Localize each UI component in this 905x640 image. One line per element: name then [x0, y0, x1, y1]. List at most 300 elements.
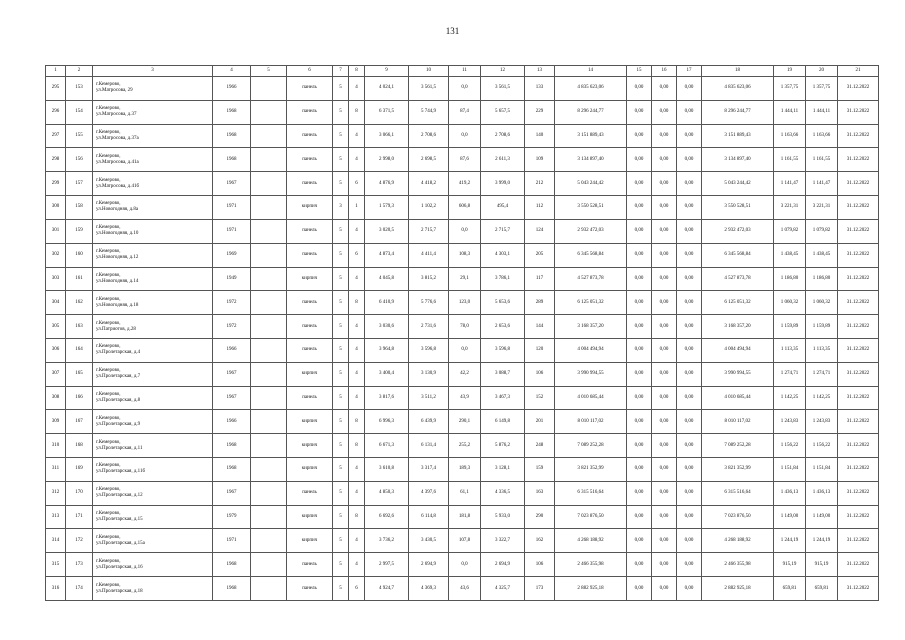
wall-material-cell: панель — [287, 100, 333, 124]
cost-col-18-cell: 6 125 051,32 — [702, 291, 774, 315]
wall-material-cell: панель — [287, 148, 333, 172]
residents-cell: 109 — [525, 148, 555, 172]
object-number-cell: 167 — [66, 410, 93, 434]
entrances-cell: 8 — [349, 505, 365, 529]
object-number-cell: 159 — [66, 219, 93, 243]
total-area-cell: 4 024,1 — [365, 77, 409, 101]
unit-cost-cell: 1 163,66 — [774, 124, 806, 148]
cost-col-15-cell: 0,00 — [627, 481, 652, 505]
row-number-cell: 305 — [46, 315, 66, 339]
wall-material-cell: кирпич — [287, 196, 333, 220]
floors-cell: 5 — [333, 148, 349, 172]
living-area-cell: 3 596,8 — [409, 338, 449, 362]
table-row — [46, 100, 879, 124]
total-cost-cell: 4 835 623,06 — [555, 77, 627, 101]
cost-col-16-cell: 0,00 — [652, 219, 677, 243]
year-built-cell: 1968 — [213, 553, 251, 577]
nonresidential-area-cell: 42,2 — [449, 362, 481, 386]
object-number-cell: 173 — [66, 553, 93, 577]
object-number-cell: 165 — [66, 362, 93, 386]
cost-col-17-cell: 0,00 — [677, 434, 702, 458]
floors-cell: 3 — [333, 196, 349, 220]
address-street: ул.Пролетарская, д.15а — [96, 540, 145, 546]
cost-col-16-cell: 0,00 — [652, 553, 677, 577]
cost-col-15-cell: 0,00 — [627, 505, 652, 529]
object-number-cell: 168 — [66, 434, 93, 458]
cost-col-17-cell: 0,00 — [677, 338, 702, 362]
total-area-cell: 6 671,3 — [365, 434, 409, 458]
address-cell — [93, 434, 213, 458]
living-area-cell: 2 698,5 — [409, 148, 449, 172]
cost-col-15-cell: 0,00 — [627, 267, 652, 291]
address-street: ул.Новогодняя, д.10 — [96, 231, 139, 237]
cost-col-15-cell: 0,00 — [627, 529, 652, 553]
floors-cell: 5 — [333, 434, 349, 458]
address-street: ул.Новогодняя, д.8а — [96, 207, 139, 213]
wall-material-cell: кирпич — [287, 362, 333, 386]
residential-area-cell: 4 336,5 — [481, 481, 525, 505]
deadline-cell: 31.12.2022 — [838, 315, 879, 339]
deadline-cell: 31.12.2022 — [838, 386, 879, 410]
unit-cost-cell: 1 438,45 — [774, 243, 806, 267]
deadline-cell: 31.12.2022 — [838, 529, 879, 553]
residential-area-cell: 3 561,5 — [481, 77, 525, 101]
nonresidential-area-cell: 87,4 — [449, 100, 481, 124]
wall-material-cell: панель — [287, 577, 333, 601]
residential-area-cell: 4 325,7 — [481, 577, 525, 601]
cost-col-15-cell: 0,00 — [627, 100, 652, 124]
year-built-cell: 1971 — [213, 529, 251, 553]
address-city: г.Кемерово, — [96, 249, 121, 255]
floors-cell: 5 — [333, 267, 349, 291]
table-row — [46, 77, 879, 101]
residential-area-cell: 2 653,6 — [481, 315, 525, 339]
row-number-cell: 307 — [46, 362, 66, 386]
cost-col-15-cell: 0,00 — [627, 77, 652, 101]
cost-col-17-cell: 0,00 — [677, 172, 702, 196]
total-area-cell: 6 410,9 — [365, 291, 409, 315]
max-unit-cost-cell: 1 444,11 — [806, 100, 838, 124]
cost-col-15-cell: 0,00 — [627, 172, 652, 196]
cost-col-17-cell: 0,00 — [677, 577, 702, 601]
deadline-cell: 31.12.2022 — [838, 291, 879, 315]
max-unit-cost-cell: 1 244,19 — [806, 529, 838, 553]
column-number-9: 9 — [365, 66, 409, 77]
column-number-15: 15 — [627, 66, 652, 77]
address-cell — [93, 172, 213, 196]
cost-col-16-cell: 0,00 — [652, 529, 677, 553]
max-unit-cost-cell: 3 221,31 — [806, 196, 838, 220]
max-unit-cost-cell: 1 436,13 — [806, 481, 838, 505]
wall-material-cell: кирпич — [287, 410, 333, 434]
unit-cost-cell: 1 151,84 — [774, 458, 806, 482]
total-cost-cell: 3 550 528,51 — [555, 196, 627, 220]
column-5-cell — [251, 315, 287, 339]
nonresidential-area-cell: 0,0 — [449, 219, 481, 243]
living-area-cell: 2 731,6 — [409, 315, 449, 339]
address-city: г.Кемерово, — [96, 106, 121, 112]
nonresidential-area-cell: 43,6 — [449, 577, 481, 601]
table-row — [46, 291, 879, 315]
table-body — [46, 66, 879, 601]
nonresidential-area-cell: 107,8 — [449, 529, 481, 553]
column-number-1: 1 — [46, 66, 66, 77]
year-built-cell: 1967 — [213, 172, 251, 196]
nonresidential-area-cell: 419,2 — [449, 172, 481, 196]
cost-col-18-cell: 5 043 244,42 — [702, 172, 774, 196]
table-row — [46, 458, 879, 482]
table-row — [46, 267, 879, 291]
entrances-cell: 8 — [349, 434, 365, 458]
object-number-cell: 162 — [66, 291, 93, 315]
total-area-cell: 3 964,8 — [365, 338, 409, 362]
address-city: г.Кемерово, — [96, 177, 121, 183]
deadline-cell: 31.12.2022 — [838, 172, 879, 196]
page-number: 131 — [445, 26, 460, 36]
unit-cost-cell: 1 357,75 — [774, 77, 806, 101]
wall-material-cell: кирпич — [287, 505, 333, 529]
cost-col-17-cell: 0,00 — [677, 505, 702, 529]
housing-registry-table — [45, 65, 879, 601]
residential-area-cell: 5 933,0 — [481, 505, 525, 529]
address-street: ул.Матросова, д.41а — [96, 159, 139, 165]
entrances-cell: 4 — [349, 338, 365, 362]
cost-col-17-cell: 0,00 — [677, 458, 702, 482]
residents-cell: 159 — [525, 458, 555, 482]
floors-cell: 5 — [333, 505, 349, 529]
year-built-cell: 1949 — [213, 267, 251, 291]
residential-area-cell: 2 694,9 — [481, 553, 525, 577]
wall-material-cell: панель — [287, 315, 333, 339]
column-number-16: 16 — [652, 66, 677, 77]
deadline-cell: 31.12.2022 — [838, 148, 879, 172]
cost-col-16-cell: 0,00 — [652, 481, 677, 505]
address-street: ул.Пролетарская, д.16 — [96, 564, 143, 570]
column-5-cell — [251, 77, 287, 101]
cost-col-16-cell: 0,00 — [652, 458, 677, 482]
cost-col-17-cell: 0,00 — [677, 481, 702, 505]
table-row — [46, 577, 879, 601]
cost-col-17-cell: 0,00 — [677, 529, 702, 553]
residents-cell: 173 — [525, 577, 555, 601]
max-unit-cost-cell: 1 149,00 — [806, 505, 838, 529]
floors-cell: 5 — [333, 124, 349, 148]
deadline-cell: 31.12.2022 — [838, 196, 879, 220]
total-area-cell: 6 692,6 — [365, 505, 409, 529]
cost-col-17-cell: 0,00 — [677, 77, 702, 101]
cost-col-18-cell: 4 527 873,78 — [702, 267, 774, 291]
address-city: г.Кемерово, — [96, 582, 121, 588]
wall-material-cell: панель — [287, 124, 333, 148]
total-cost-cell: 7 089 252,28 — [555, 434, 627, 458]
residents-cell: 248 — [525, 434, 555, 458]
address-city: г.Кемерово, — [96, 391, 121, 397]
address-cell — [93, 243, 213, 267]
deadline-cell: 31.12.2022 — [838, 219, 879, 243]
max-unit-cost-cell: 1 060,32 — [806, 291, 838, 315]
address-cell — [93, 124, 213, 148]
address-street: ул.Новогодняя, д.12 — [96, 255, 139, 261]
living-area-cell: 4 397,6 — [409, 481, 449, 505]
cost-col-15-cell: 0,00 — [627, 243, 652, 267]
total-cost-cell: 3 168 357,20 — [555, 315, 627, 339]
total-area-cell: 3 736,2 — [365, 529, 409, 553]
deadline-cell: 31.12.2022 — [838, 362, 879, 386]
column-number-5: 5 — [251, 66, 287, 77]
cost-col-16-cell: 0,00 — [652, 434, 677, 458]
total-cost-cell: 2 932 472,03 — [555, 219, 627, 243]
cost-col-17-cell: 0,00 — [677, 100, 702, 124]
unit-cost-cell: 1 161,55 — [774, 148, 806, 172]
row-number-cell: 302 — [46, 243, 66, 267]
column-5-cell — [251, 434, 287, 458]
table-row — [46, 386, 879, 410]
column-number-20: 20 — [806, 66, 838, 77]
floors-cell: 5 — [333, 243, 349, 267]
unit-cost-cell: 1 159,89 — [774, 315, 806, 339]
total-area-cell: 4 876,9 — [365, 172, 409, 196]
entrances-cell: 6 — [349, 243, 365, 267]
deadline-cell: 31.12.2022 — [838, 338, 879, 362]
cost-col-18-cell: 2 882 925,18 — [702, 577, 774, 601]
column-5-cell — [251, 529, 287, 553]
year-built-cell: 1968 — [213, 577, 251, 601]
residents-cell: 162 — [525, 529, 555, 553]
table-row — [46, 434, 879, 458]
object-number-cell: 169 — [66, 458, 93, 482]
total-area-cell: 4 850,3 — [365, 481, 409, 505]
row-number-cell: 306 — [46, 338, 66, 362]
column-5-cell — [251, 219, 287, 243]
table-row — [46, 362, 879, 386]
total-cost-cell: 3 134 897,40 — [555, 148, 627, 172]
object-number-cell: 171 — [66, 505, 93, 529]
wall-material-cell: панель — [287, 77, 333, 101]
column-number-4: 4 — [213, 66, 251, 77]
entrances-cell: 6 — [349, 577, 365, 601]
row-number-cell: 308 — [46, 386, 66, 410]
address-cell — [93, 458, 213, 482]
wall-material-cell: панель — [287, 338, 333, 362]
cost-col-18-cell: 7 089 252,28 — [702, 434, 774, 458]
floors-cell: 5 — [333, 315, 349, 339]
column-5-cell — [251, 148, 287, 172]
address-city: г.Кемерово, — [96, 558, 121, 564]
nonresidential-area-cell: 78,0 — [449, 315, 481, 339]
address-city: г.Кемерово, — [96, 368, 121, 374]
unit-cost-cell: 659,81 — [774, 577, 806, 601]
residents-cell: 112 — [525, 196, 555, 220]
unit-cost-cell: 1 142,25 — [774, 386, 806, 410]
total-cost-cell: 6 315 516,64 — [555, 481, 627, 505]
max-unit-cost-cell: 1 079,82 — [806, 219, 838, 243]
unit-cost-cell: 1 186,80 — [774, 267, 806, 291]
column-5-cell — [251, 291, 287, 315]
residential-area-cell: 2 708,6 — [481, 124, 525, 148]
cost-col-15-cell: 0,00 — [627, 196, 652, 220]
living-area-cell: 6 131,4 — [409, 434, 449, 458]
total-cost-cell: 8 296 244,77 — [555, 100, 627, 124]
total-cost-cell: 4 004 494,94 — [555, 338, 627, 362]
residents-cell: 140 — [525, 124, 555, 148]
table-row — [46, 410, 879, 434]
nonresidential-area-cell: 0,0 — [449, 77, 481, 101]
residential-area-cell: 5 653,6 — [481, 291, 525, 315]
column-5-cell — [251, 172, 287, 196]
wall-material-cell: кирпич — [287, 434, 333, 458]
object-number-cell: 174 — [66, 577, 93, 601]
total-area-cell: 3 817,6 — [365, 386, 409, 410]
address-street: ул.Матросова, д.37а — [96, 136, 139, 142]
residents-cell: 290 — [525, 505, 555, 529]
column-5-cell — [251, 577, 287, 601]
nonresidential-area-cell: 189,3 — [449, 458, 481, 482]
max-unit-cost-cell: 659,81 — [806, 577, 838, 601]
table-row — [46, 148, 879, 172]
total-cost-cell: 6 125 051,32 — [555, 291, 627, 315]
address-city: г.Кемерово, — [96, 511, 121, 517]
cost-col-15-cell: 0,00 — [627, 362, 652, 386]
address-city: г.Кемерово, — [96, 296, 121, 302]
residential-area-cell: 3 088,7 — [481, 362, 525, 386]
total-area-cell: 2 997,5 — [365, 553, 409, 577]
table-row — [46, 481, 879, 505]
residents-cell: 201 — [525, 410, 555, 434]
entrances-cell: 8 — [349, 100, 365, 124]
living-area-cell: 4 418,2 — [409, 172, 449, 196]
column-5-cell — [251, 243, 287, 267]
row-number-cell: 310 — [46, 434, 66, 458]
address-city: г.Кемерово, — [96, 272, 121, 278]
address-cell — [93, 148, 213, 172]
row-number-cell: 295 — [46, 77, 66, 101]
cost-col-15-cell: 0,00 — [627, 577, 652, 601]
floors-cell: 5 — [333, 458, 349, 482]
address-street: ул.Пролетарская, д.7 — [96, 374, 141, 380]
year-built-cell: 1968 — [213, 434, 251, 458]
cost-col-17-cell: 0,00 — [677, 267, 702, 291]
entrances-cell: 6 — [349, 172, 365, 196]
cost-col-18-cell: 4 010 685,44 — [702, 386, 774, 410]
row-number-cell: 303 — [46, 267, 66, 291]
row-number-cell: 312 — [46, 481, 66, 505]
table-row — [46, 243, 879, 267]
address-cell — [93, 338, 213, 362]
year-built-cell: 1968 — [213, 100, 251, 124]
address-street: ул.Матросова, д.37 — [96, 112, 137, 118]
deadline-cell: 31.12.2022 — [838, 481, 879, 505]
address-city: г.Кемерово, — [96, 82, 121, 88]
floors-cell: 5 — [333, 219, 349, 243]
deadline-cell: 31.12.2022 — [838, 267, 879, 291]
object-number-cell: 163 — [66, 315, 93, 339]
total-area-cell: 1 579,3 — [365, 196, 409, 220]
column-number-2: 2 — [66, 66, 93, 77]
address-street: ул.Пролетарская, д.9 — [96, 421, 141, 427]
max-unit-cost-cell: 915,19 — [806, 553, 838, 577]
year-built-cell: 1967 — [213, 362, 251, 386]
cost-col-17-cell: 0,00 — [677, 362, 702, 386]
residential-area-cell: 5 876,2 — [481, 434, 525, 458]
cost-col-18-cell: 2 932 472,03 — [702, 219, 774, 243]
nonresidential-area-cell: 108,3 — [449, 243, 481, 267]
residents-cell: 124 — [525, 219, 555, 243]
nonresidential-area-cell: 123,0 — [449, 291, 481, 315]
address-city: г.Кемерово, — [96, 487, 121, 493]
address-city: г.Кемерово, — [96, 130, 121, 136]
entrances-cell: 4 — [349, 315, 365, 339]
residential-area-cell: 6 149,8 — [481, 410, 525, 434]
cost-col-15-cell: 0,00 — [627, 434, 652, 458]
column-number-21: 21 — [838, 66, 879, 77]
deadline-cell: 31.12.2022 — [838, 124, 879, 148]
column-5-cell — [251, 338, 287, 362]
table-row — [46, 315, 879, 339]
total-cost-cell: 7 023 876,50 — [555, 505, 627, 529]
residents-cell: 144 — [525, 315, 555, 339]
cost-col-16-cell: 0,00 — [652, 267, 677, 291]
residents-cell: 106 — [525, 362, 555, 386]
living-area-cell: 5 744,9 — [409, 100, 449, 124]
row-number-cell: 299 — [46, 172, 66, 196]
year-built-cell: 1979 — [213, 505, 251, 529]
residential-area-cell: 495,4 — [481, 196, 525, 220]
cost-col-16-cell: 0,00 — [652, 77, 677, 101]
column-5-cell — [251, 386, 287, 410]
row-number-cell: 301 — [46, 219, 66, 243]
address-city: г.Кемерово, — [96, 344, 121, 350]
entrances-cell: 8 — [349, 291, 365, 315]
row-number-cell: 311 — [46, 458, 66, 482]
unit-cost-cell: 1 274,71 — [774, 362, 806, 386]
table-row — [46, 172, 879, 196]
address-street: ул.Новогодняя, д.18 — [96, 302, 139, 308]
unit-cost-cell: 1 156,22 — [774, 434, 806, 458]
unit-cost-cell: 1 079,82 — [774, 219, 806, 243]
year-built-cell: 1966 — [213, 338, 251, 362]
address-street: ул.Патриотов, д.28 — [96, 326, 136, 332]
entrances-cell: 4 — [349, 481, 365, 505]
unit-cost-cell: 1 436,13 — [774, 481, 806, 505]
cost-col-17-cell: 0,00 — [677, 243, 702, 267]
living-area-cell: 3 430,5 — [409, 529, 449, 553]
column-number-13: 13 — [525, 66, 555, 77]
floors-cell: 5 — [333, 362, 349, 386]
row-number-cell: 313 — [46, 505, 66, 529]
nonresidential-area-cell: 0,0 — [449, 338, 481, 362]
entrances-cell: 4 — [349, 267, 365, 291]
address-city: г.Кемерово, — [96, 201, 121, 207]
total-cost-cell: 2 466 355,98 — [555, 553, 627, 577]
total-area-cell: 4 873,4 — [365, 243, 409, 267]
residential-area-cell: 5 657,5 — [481, 100, 525, 124]
column-number-17: 17 — [677, 66, 702, 77]
cost-col-15-cell: 0,00 — [627, 315, 652, 339]
address-cell — [93, 481, 213, 505]
residents-cell: 163 — [525, 481, 555, 505]
cost-col-16-cell: 0,00 — [652, 505, 677, 529]
max-unit-cost-cell: 1 159,89 — [806, 315, 838, 339]
max-unit-cost-cell: 1 438,45 — [806, 243, 838, 267]
cost-col-18-cell: 4 835 623,06 — [702, 77, 774, 101]
living-area-cell: 5 776,6 — [409, 291, 449, 315]
cost-col-17-cell: 0,00 — [677, 196, 702, 220]
column-number-11: 11 — [449, 66, 481, 77]
floors-cell: 5 — [333, 100, 349, 124]
total-cost-cell: 6 345 568,84 — [555, 243, 627, 267]
residential-area-cell: 2 611,3 — [481, 148, 525, 172]
residential-area-cell: 3 999,0 — [481, 172, 525, 196]
